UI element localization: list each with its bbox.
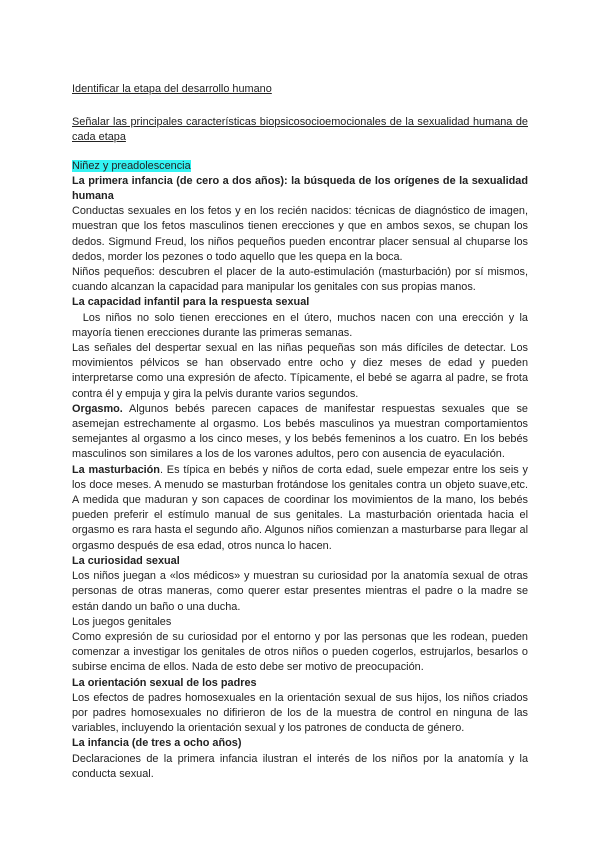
paragraph-exploration: Como expresión de su curiosidad por el entorno y por las personas que les rodean, pueden comenzar a investigar los genitales de otros niños o pueden cogerlos, estrujarlos, besarlos o subirse encima de ellos. Nada de esto debe ser motivo de preocupación. bbox=[72, 630, 528, 674]
term-masturbation: La masturbación bbox=[72, 463, 160, 476]
section-highlight: Niñez y preadolescencia bbox=[72, 159, 191, 172]
paragraph-curiosity: Los niños juegan a «los médicos» y muestran su curiosidad por la anatomía sexual de otras personas de otras maneras, como querer estar presentes mientras el padre o la madre se están dando un baño o una ducha. bbox=[72, 570, 528, 613]
heading-characteristics: Señalar las principales características biopsicosocioemocionales de la sexualidad humana de cada etapa bbox=[72, 116, 528, 144]
paragraph-small-children: Niños pequeños: descubren el placer de la auto-estimulación (masturbación) por sí mismos, cuando alcanzan la capacidad para manipular los genitales con sus propias manos. bbox=[72, 266, 528, 294]
paragraph-erections: Los niños no solo tienen erecciones en el útero, muchos nacen con una erección y la mayoría tienen erecciones durante las primeras semanas. bbox=[72, 311, 532, 339]
section-title-early-infancy: La primera infancia (de cero a dos años): la búsqueda de los orígenes de la sexualidad humana bbox=[72, 174, 528, 203]
paragraph-parents-orientation: Los efectos de padres homosexuales en la orientación sexual de sus hijos, los niños criados por padres homosexuales no difirieron de los de la muestra de control en ninguna de las variables, incluyendo la orientación sexual y los patrones de conducta de género. bbox=[72, 691, 528, 735]
heading-identify-stage: Identificar la etapa del desarrollo humano bbox=[72, 83, 272, 95]
section-title-sexual-response: La capacidad infantil para la respuesta sexual bbox=[72, 296, 310, 309]
section-title-childhood: La infancia (de tres a ocho años) bbox=[72, 737, 242, 750]
document-page bbox=[72, 82, 532, 782]
paragraph-orgasm: Orgasmo. Algunos bebés parecen capaces de manifestar respuestas sexuales que se asemejan estrechamente al orgasmo. Los bebés masculinos ya muestran comportamientos semejantes al orgasmo a los cinco meses, y los bebés femeninos a los cuatro. En los bebés masculinos son similares a los de los varones adultos, pero con ausencia de eyaculación. bbox=[72, 402, 528, 461]
paragraph-genital-games: Los juegos genitales bbox=[72, 615, 172, 628]
term-orgasm: Orgasmo. bbox=[72, 402, 123, 415]
paragraph-fetal-behaviour: Conductas sexuales en los fetos y en los recién nacidos: técnicas de diagnóstico de imagen, muestran que los fetos masculinos tienen erecciones y que en ambos sexos, se chupan los dedos. Sigmund Freud, los niños pequeños pueden encontrar placer sensual al chuparse los dedos, morder los pezones o todo aquello que les quepa en la boca. bbox=[72, 205, 528, 263]
section-title-parents-orientation: La orientación sexual de los padres bbox=[72, 676, 257, 689]
paragraph-girls-signals: Las señales del despertar sexual en las niñas pequeñas son más difíciles de detectar. Los movimientos pélvicos se han observado entre ocho y diez meses de edad y pueden interpretarse como una expresión de afecto. Típicamente, el bebé se agarra al padre, se frota contra él y empuja y gira la pelvis durante varios segundos. bbox=[72, 342, 528, 400]
section-title-curiosity: La curiosidad sexual bbox=[72, 554, 180, 567]
paragraph-childhood: Declaraciones de la primera infancia ilustran el interés de los niños por la anatomía y la conducta sexual. bbox=[72, 752, 528, 780]
paragraph-masturbation: La masturbación. Es típica en bebés y niños de corta edad, suele empezar entre los seis y los doce meses. A menudo se masturban frotándose los genitales contra un objeto suave,etc. A medida que maduran y son capaces de coordinar los movimientos de la mano, los bebés pueden preferir el estímulo manual de sus genitales. La masturbación orientada hacia el orgasmo es rara hasta el segundo año. Algunos niños comienzan a masturbarse para llegar al orgasmo después de esa edad, otros nunca lo hacen. bbox=[72, 463, 528, 552]
